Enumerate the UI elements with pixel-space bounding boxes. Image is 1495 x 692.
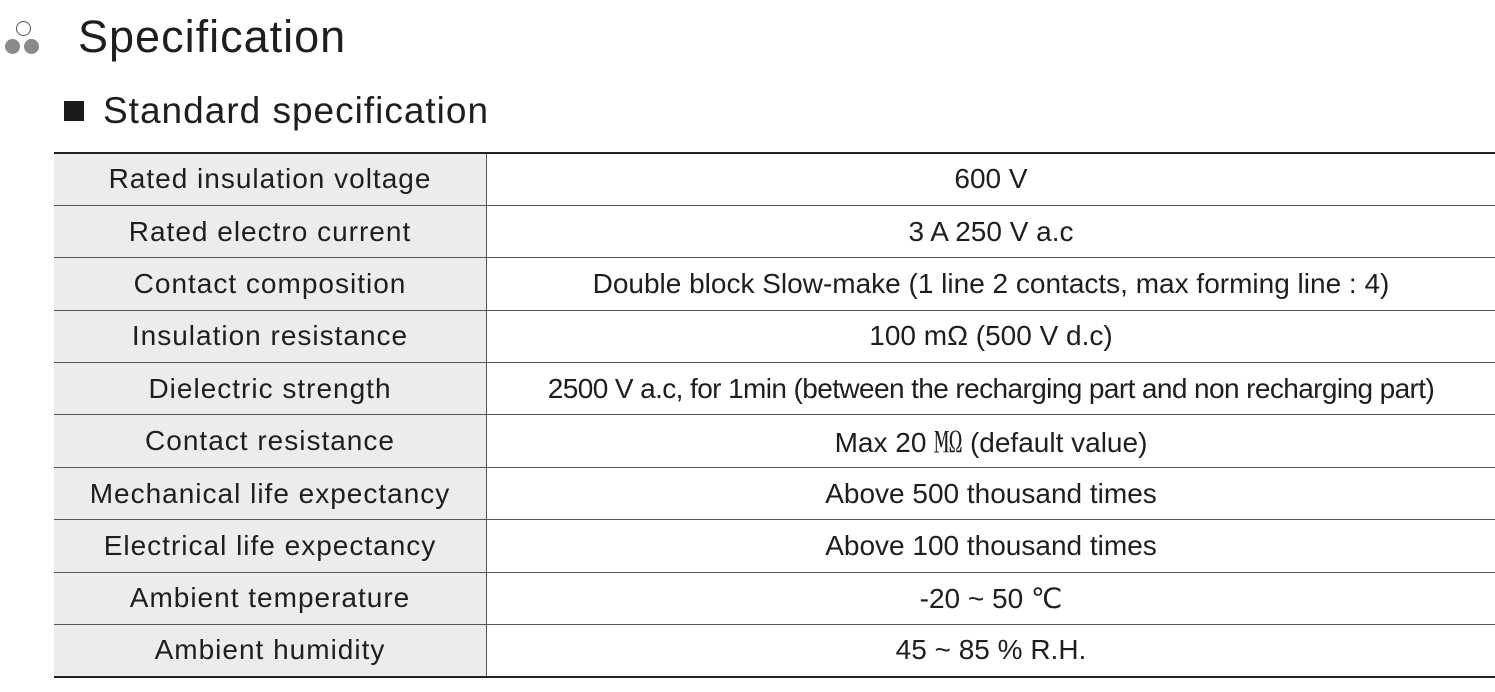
table-row — [54, 467, 1495, 519]
row-label: Contact composition — [54, 258, 487, 310]
black-square-icon — [64, 101, 84, 121]
spec-table — [54, 152, 1495, 678]
table-row — [54, 153, 1495, 205]
table-row — [54, 205, 1495, 257]
row-label: Rated electro current — [54, 205, 487, 257]
table-row — [54, 572, 1495, 624]
row-value: 3 A 250 V a.c — [487, 205, 1495, 257]
row-label: Mechanical life expectancy — [54, 467, 487, 519]
three-dots-icon — [2, 12, 52, 62]
row-label: Dielectric strength — [54, 363, 487, 415]
row-label: Contact resistance — [54, 415, 487, 467]
row-label: Ambient temperature — [54, 572, 487, 624]
row-value: -20 ~ 50 ℃ — [487, 572, 1495, 624]
row-label: Electrical life expectancy — [54, 520, 487, 572]
page-header — [0, 6, 346, 68]
row-value: Above 100 thousand times — [487, 520, 1495, 572]
table-row — [54, 520, 1495, 572]
row-value: Double block Slow-make (1 line 2 contacts, max forming line : 4) — [487, 258, 1495, 310]
row-label: Insulation resistance — [54, 310, 487, 362]
row-value: Max 20 ㏁ (default value) — [487, 415, 1495, 467]
table-row — [54, 415, 1495, 467]
section-header — [64, 88, 489, 134]
section-title: Standard specification — [103, 90, 490, 131]
row-value: 600 V — [487, 153, 1495, 205]
row-value: 45 ~ 85 % R.H. — [487, 625, 1495, 677]
row-value: 100 mΩ (500 V d.c) — [487, 310, 1495, 362]
row-value: Above 500 thousand times — [487, 467, 1495, 519]
table-row — [54, 258, 1495, 310]
page-title: Specification — [78, 11, 347, 62]
row-value: 2500 V a.c, for 1min (between the recharging part and non recharging part) — [487, 363, 1495, 415]
table-row — [54, 625, 1495, 677]
row-label: Rated insulation voltage — [54, 153, 487, 205]
table-row — [54, 363, 1495, 415]
row-label: Ambient humidity — [54, 625, 487, 677]
table-row — [54, 310, 1495, 362]
